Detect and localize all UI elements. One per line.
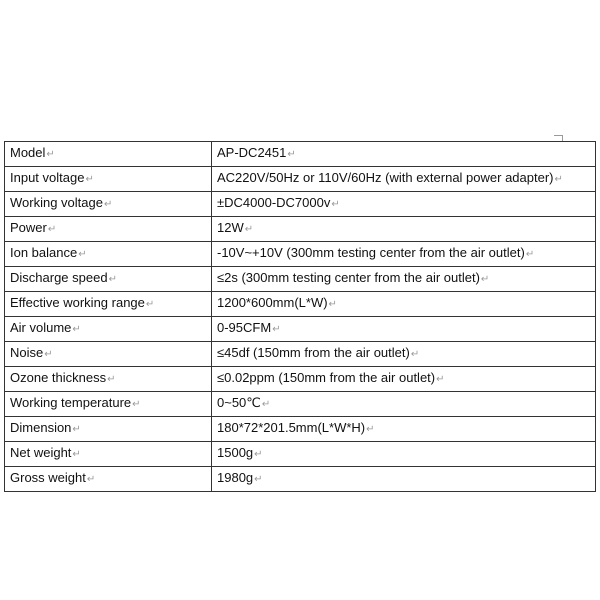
paragraph-mark: ↵: [261, 399, 271, 410]
paragraph-mark: ↵: [244, 224, 254, 235]
spec-label: Gross weight: [10, 470, 86, 485]
spec-value: ≤45df (150mm from the air outlet): [217, 345, 410, 360]
paragraph-mark: ↵: [72, 449, 81, 460]
paragraph-mark: ↵: [103, 199, 113, 210]
spec-label-cell: [5, 267, 212, 292]
paragraph-mark: ↵: [331, 199, 340, 210]
spec-value-cell: [212, 467, 596, 492]
spec-label: Model: [10, 145, 46, 160]
spec-value: AP-DC2451: [217, 145, 287, 160]
table-row: [5, 467, 596, 492]
table-row: [5, 167, 596, 192]
table-row: [5, 317, 596, 342]
table-row: [5, 142, 596, 167]
paragraph-mark: ↵: [72, 424, 81, 435]
spec-label-cell: [5, 417, 212, 442]
spec-label-cell: [5, 142, 212, 167]
table-row: [5, 392, 596, 417]
spec-label: Ion balance: [10, 245, 78, 260]
paragraph-mark: ↵: [78, 249, 87, 260]
paragraph-mark: ↵: [72, 324, 81, 335]
spec-value: ≤0.02ppm (150mm from the air outlet): [217, 370, 436, 385]
spec-value: ≤2s (300mm testing center from the air outlet): [217, 270, 480, 285]
paragraph-mark: ↵: [366, 424, 375, 435]
spec-value: ±DC4000-DC7000v: [217, 195, 331, 210]
table-row: [5, 417, 596, 442]
spec-value: 1200*600mm(L*W): [217, 295, 328, 310]
spec-value-cell: [212, 317, 596, 342]
spec-label: Noise: [10, 345, 44, 360]
spec-value-cell: [212, 217, 596, 242]
spec-value-cell: [212, 192, 596, 217]
paragraph-mark: ↵: [480, 274, 490, 285]
paragraph-mark: ↵: [47, 224, 57, 235]
spec-value-cell: [212, 167, 596, 192]
spec-label-cell: [5, 467, 212, 492]
spec-value-cell: [212, 367, 596, 392]
paragraph-mark: ↵: [554, 174, 563, 185]
spec-label: Working voltage: [10, 195, 103, 210]
spec-value-cell: [212, 142, 596, 167]
paragraph-mark: ↵: [254, 474, 263, 485]
spec-value-cell: [212, 417, 596, 442]
paragraph-mark: ↵: [145, 299, 155, 310]
spec-value: 12W: [217, 220, 244, 235]
paragraph-mark: ↵: [328, 299, 337, 310]
paragraph-mark: ↵: [132, 399, 141, 410]
table-row: [5, 217, 596, 242]
spec-label-cell: [5, 317, 212, 342]
spec-label: Net weight: [10, 445, 72, 460]
table-row: [5, 442, 596, 467]
spec-label: Air volume: [10, 320, 72, 335]
spec-label: Working temperature: [10, 395, 132, 410]
spec-value-cell: [212, 392, 596, 417]
spec-label-cell: [5, 367, 212, 392]
spec-value: AC220V/50Hz or 110V/60Hz (with external power adapter): [217, 170, 554, 185]
spec-value-cell: [212, 292, 596, 317]
table-row: [5, 242, 596, 267]
spec-label: Dimension: [10, 420, 72, 435]
table-row: [5, 267, 596, 292]
spec-value: -10V~+10V (300mm testing center from the air outlet): [217, 245, 525, 260]
paragraph-mark: ↵: [410, 349, 420, 360]
spec-value-cell: [212, 242, 596, 267]
paragraph-mark: ↵: [44, 349, 53, 360]
specification-table: [4, 141, 596, 492]
spec-label: Input voltage: [10, 170, 85, 185]
table-row: [5, 367, 596, 392]
table-row: [5, 192, 596, 217]
paragraph-mark: ↵: [436, 374, 445, 385]
spec-label: Effective working range: [10, 295, 145, 310]
spec-label-cell: [5, 167, 212, 192]
paragraph-mark: ↵: [107, 374, 116, 385]
spec-label-cell: [5, 292, 212, 317]
paragraph-mark: ↵: [108, 274, 117, 285]
paragraph-mark: ↵: [254, 449, 263, 460]
spec-label-cell: [5, 192, 212, 217]
paragraph-mark: ↵: [525, 249, 535, 260]
paragraph-mark: ↵: [287, 149, 296, 160]
spec-label: Discharge speed: [10, 270, 108, 285]
spec-value: 0-95CFM: [217, 320, 272, 335]
spec-value: 180*72*201.5mm(L*W*H): [217, 420, 366, 435]
table-row: [5, 292, 596, 317]
paragraph-mark: ↵: [272, 324, 281, 335]
spec-value-cell: [212, 267, 596, 292]
spec-label-cell: [5, 217, 212, 242]
spec-value: 0~50℃: [217, 395, 261, 410]
spec-label: Power: [10, 220, 47, 235]
spec-label-cell: [5, 392, 212, 417]
table-row: [5, 342, 596, 367]
spec-value-cell: [212, 342, 596, 367]
spec-value-cell: [212, 442, 596, 467]
spec-value: 1500g: [217, 445, 254, 460]
paragraph-mark: ↵: [46, 149, 55, 160]
paragraph-mark: ↵: [85, 174, 94, 185]
spec-label-cell: [5, 342, 212, 367]
paragraph-mark: ↵: [86, 474, 96, 485]
spec-value: 1980g: [217, 470, 254, 485]
spec-label: Ozone thickness: [10, 370, 107, 385]
spec-label-cell: [5, 242, 212, 267]
spec-label-cell: [5, 442, 212, 467]
